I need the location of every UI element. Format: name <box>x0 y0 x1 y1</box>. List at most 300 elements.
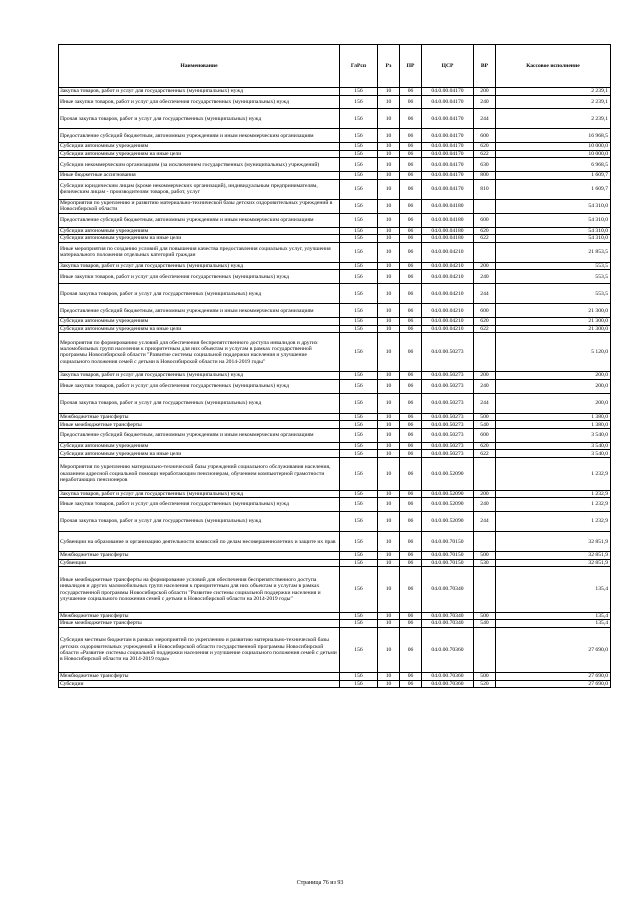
row-csr-cell: 04.0.00.04210 <box>422 325 474 333</box>
row-vr-cell: 600 <box>474 428 496 442</box>
row-csr-cell: 04.0.00.04170 <box>422 179 474 199</box>
row-cash-execution-cell: 21 300,0 <box>496 304 611 318</box>
row-vr-cell <box>474 199 496 213</box>
row-pr-cell: 06 <box>400 512 422 532</box>
row-rz-cell: 10 <box>378 143 400 151</box>
row-csr-cell: 04.0.00.50273 <box>422 428 474 442</box>
row-rz-cell: 10 <box>378 680 400 688</box>
row-cash-execution-cell: 3 540,0 <box>496 442 611 450</box>
row-vr-cell: 244 <box>474 284 496 304</box>
row-vr-cell: 620 <box>474 318 496 326</box>
row-vr-cell <box>474 242 496 262</box>
row-cash-execution-cell: 5 120,0 <box>496 333 611 372</box>
table-row <box>59 532 611 552</box>
row-rz-cell: 10 <box>378 512 400 532</box>
row-csr-cell: 04.0.00.50273 <box>422 442 474 450</box>
table-row <box>59 333 611 372</box>
row-cash-execution-cell: 6 968,5 <box>496 158 611 172</box>
row-rz-cell: 10 <box>378 109 400 129</box>
row-name-cell: Предоставление субсидий бюджетным, автономным учреждениям и иным некоммерческим организациям <box>59 213 340 227</box>
row-pr-cell: 06 <box>400 421 422 429</box>
budget-table <box>58 44 611 688</box>
table-row <box>59 457 611 490</box>
row-vr-cell: 540 <box>474 421 496 429</box>
row-rz-cell: 10 <box>378 612 400 620</box>
row-csr-cell: 04.0.00.04210 <box>422 284 474 304</box>
row-cash-execution-cell: 54 310,0 <box>496 235 611 243</box>
row-name-cell: Субсидии автономным учреждениям <box>59 227 340 235</box>
row-cash-execution-cell: 1 609,7 <box>496 179 611 199</box>
row-csr-cell: 04.0.00.50273 <box>422 372 474 380</box>
row-csr-cell: 04.0.00.52090 <box>422 457 474 490</box>
row-cash-execution-cell: 21 300,0 <box>496 325 611 333</box>
row-pr-cell: 06 <box>400 620 422 628</box>
row-pr-cell: 06 <box>400 325 422 333</box>
row-name-cell: Иные закупки товаров, работ и услуг для обеспечения государственных (муниципальных) нужд <box>59 498 340 512</box>
row-csr-cell: 04.0.00.52090 <box>422 498 474 512</box>
row-pr-cell: 06 <box>400 627 422 672</box>
table-row <box>59 235 611 243</box>
row-pr-cell: 06 <box>400 95 422 109</box>
row-rz-cell: 10 <box>378 333 400 372</box>
table-row <box>59 673 611 681</box>
row-vr-cell: 240 <box>474 379 496 393</box>
row-glrsp-cell: 156 <box>340 567 378 612</box>
column-header-cash-execution: Кассовое исполнение <box>496 45 611 88</box>
row-cash-execution-cell: 1 232,9 <box>496 512 611 532</box>
row-cash-execution-cell: 1 232,9 <box>496 490 611 498</box>
row-pr-cell: 06 <box>400 262 422 270</box>
column-header-rz: Рз <box>378 45 400 88</box>
row-name-cell: Закупка товаров, работ и услуг для государственных (муниципальных) нужд <box>59 262 340 270</box>
row-pr-cell: 06 <box>400 270 422 284</box>
table-row <box>59 262 611 270</box>
row-vr-cell: 620 <box>474 442 496 450</box>
row-glrsp-cell: 156 <box>340 333 378 372</box>
row-glrsp-cell: 156 <box>340 490 378 498</box>
row-name-cell: Субсидии автономным учреждениям <box>59 318 340 326</box>
row-vr-cell: 200 <box>474 262 496 270</box>
row-name-cell: Субсидии автономным учреждениям на иные цели <box>59 450 340 458</box>
row-glrsp-cell: 156 <box>340 109 378 129</box>
row-vr-cell: 530 <box>474 559 496 567</box>
row-rz-cell: 10 <box>378 325 400 333</box>
row-glrsp-cell: 156 <box>340 393 378 413</box>
row-rz-cell: 10 <box>378 150 400 158</box>
table-row <box>59 450 611 458</box>
page-number-footer: Страница 76 из 93 <box>296 880 344 886</box>
row-cash-execution-cell: 553,5 <box>496 284 611 304</box>
row-glrsp-cell: 156 <box>340 552 378 560</box>
row-pr-cell: 06 <box>400 172 422 180</box>
row-glrsp-cell: 156 <box>340 88 378 96</box>
row-glrsp-cell: 156 <box>340 150 378 158</box>
row-rz-cell: 10 <box>378 95 400 109</box>
row-pr-cell: 06 <box>400 673 422 681</box>
row-glrsp-cell: 156 <box>340 172 378 180</box>
row-cash-execution-cell: 27 690,0 <box>496 627 611 672</box>
table-row <box>59 270 611 284</box>
row-rz-cell: 10 <box>378 318 400 326</box>
row-csr-cell: 04.0.00.70360 <box>422 673 474 681</box>
row-vr-cell: 500 <box>474 552 496 560</box>
table-row <box>59 242 611 262</box>
row-pr-cell: 06 <box>400 498 422 512</box>
row-rz-cell: 10 <box>378 379 400 393</box>
table-row <box>59 227 611 235</box>
row-glrsp-cell: 156 <box>340 284 378 304</box>
row-cash-execution-cell: 10 000,0 <box>496 150 611 158</box>
row-name-cell: Иные межбюджетные трансферты <box>59 620 340 628</box>
row-rz-cell: 10 <box>378 567 400 612</box>
row-vr-cell: 540 <box>474 620 496 628</box>
row-pr-cell: 06 <box>400 318 422 326</box>
table-row <box>59 213 611 227</box>
table-row <box>59 172 611 180</box>
row-name-cell: Прочая закупка товаров, работ и услуг для государственных (муниципальных) нужд <box>59 284 340 304</box>
row-cash-execution-cell: 10 000,0 <box>496 143 611 151</box>
table-row <box>59 304 611 318</box>
row-cash-execution-cell: 54 310,0 <box>496 213 611 227</box>
row-name-cell: Прочая закупка товаров, работ и услуг для государственных (муниципальных) нужд <box>59 109 340 129</box>
row-vr-cell: 630 <box>474 158 496 172</box>
row-pr-cell: 06 <box>400 372 422 380</box>
table-row <box>59 284 611 304</box>
row-csr-cell: 04.0.00.70150 <box>422 532 474 552</box>
row-glrsp-cell: 156 <box>340 620 378 628</box>
row-name-cell: Межбюджетные трансферты <box>59 673 340 681</box>
row-name-cell: Иные мероприятия по созданию условий для повышения качества предоставления социальных услуг, улучшения материального положения отдельных категорий граждан <box>59 242 340 262</box>
row-vr-cell: 622 <box>474 235 496 243</box>
row-pr-cell: 06 <box>400 143 422 151</box>
table-row <box>59 490 611 498</box>
row-glrsp-cell: 156 <box>340 262 378 270</box>
row-rz-cell: 10 <box>378 532 400 552</box>
row-glrsp-cell: 156 <box>340 227 378 235</box>
row-glrsp-cell: 156 <box>340 457 378 490</box>
row-glrsp-cell: 156 <box>340 158 378 172</box>
row-rz-cell: 10 <box>378 199 400 213</box>
table-row <box>59 680 611 688</box>
row-glrsp-cell: 156 <box>340 379 378 393</box>
table-row <box>59 179 611 199</box>
table-row <box>59 567 611 612</box>
row-glrsp-cell: 156 <box>340 235 378 243</box>
table-row <box>59 143 611 151</box>
row-csr-cell: 04.0.00.04210 <box>422 242 474 262</box>
row-cash-execution-cell: 1 609,7 <box>496 172 611 180</box>
row-glrsp-cell: 156 <box>340 372 378 380</box>
row-csr-cell: 04.0.00.04170 <box>422 143 474 151</box>
table-row <box>59 199 611 213</box>
row-name-cell: Межбюджетные трансферты <box>59 552 340 560</box>
row-csr-cell: 04.0.00.50273 <box>422 413 474 421</box>
row-cash-execution-cell: 200,0 <box>496 393 611 413</box>
budget-table-page <box>58 44 610 688</box>
row-cash-execution-cell: 32 851,9 <box>496 532 611 552</box>
row-rz-cell: 10 <box>378 413 400 421</box>
row-rz-cell: 10 <box>378 262 400 270</box>
row-csr-cell: 04.0.00.50273 <box>422 393 474 413</box>
row-vr-cell <box>474 457 496 490</box>
row-pr-cell: 06 <box>400 490 422 498</box>
row-pr-cell: 06 <box>400 179 422 199</box>
row-vr-cell: 500 <box>474 413 496 421</box>
row-csr-cell: 04.0.00.04170 <box>422 158 474 172</box>
row-name-cell: Субсидии автономным учреждениям на иные цели <box>59 150 340 158</box>
row-rz-cell: 10 <box>378 372 400 380</box>
row-vr-cell <box>474 627 496 672</box>
row-name-cell: Субсидии некоммерческим организациям (за исключением государственных (муниципальных) учреждений) <box>59 158 340 172</box>
row-csr-cell: 04.0.00.04170 <box>422 109 474 129</box>
row-name-cell: Мероприятия по укреплению материально-технической базы учреждений социального обслуживания населения, оказанием адресной социальной помощи неработающим пенсионерам, обучением компьютерной грамотности неработающих пенсионеров <box>59 457 340 490</box>
table-row <box>59 150 611 158</box>
table-row <box>59 413 611 421</box>
row-glrsp-cell: 156 <box>340 304 378 318</box>
row-rz-cell: 10 <box>378 442 400 450</box>
row-glrsp-cell: 156 <box>340 421 378 429</box>
row-cash-execution-cell: 1 380,0 <box>496 421 611 429</box>
row-csr-cell: 04.0.00.70150 <box>422 552 474 560</box>
row-pr-cell: 06 <box>400 304 422 318</box>
row-vr-cell: 600 <box>474 304 496 318</box>
row-csr-cell: 04.0.00.50273 <box>422 421 474 429</box>
row-name-cell: Мероприятия по формированию условий для обеспечения беспрепятственного доступа инвалидов и других маломобильных групп населения к приоритетным для них объектам и услугам в рамках государственной программы Новосибирской области "Развитие системы социальной поддержки населения и улучшение социального положения семей с детьми в Новосибирской области на 2014-2019 годы" <box>59 333 340 372</box>
row-glrsp-cell: 156 <box>340 95 378 109</box>
row-csr-cell: 04.0.00.04210 <box>422 270 474 284</box>
row-name-cell: Субсидии автономным учреждениям на иные цели <box>59 235 340 243</box>
row-glrsp-cell: 156 <box>340 627 378 672</box>
row-vr-cell <box>474 333 496 372</box>
row-rz-cell: 10 <box>378 490 400 498</box>
row-name-cell: Мероприятия по укреплению и развитию материально-технической базы детских оздоровительных учреждений в Новосибирской области <box>59 199 340 213</box>
row-pr-cell: 06 <box>400 379 422 393</box>
row-vr-cell: 520 <box>474 680 496 688</box>
table-header-row <box>59 45 611 88</box>
row-cash-execution-cell: 21 300,0 <box>496 318 611 326</box>
row-csr-cell: 04.0.00.04170 <box>422 150 474 158</box>
row-cash-execution-cell: 2 239,1 <box>496 95 611 109</box>
row-rz-cell: 10 <box>378 88 400 96</box>
table-row <box>59 109 611 129</box>
row-name-cell: Закупка товаров, работ и услуг для государственных (муниципальных) нужд <box>59 372 340 380</box>
row-pr-cell: 06 <box>400 612 422 620</box>
row-name-cell: Иные межбюджетные трансферты <box>59 421 340 429</box>
row-cash-execution-cell: 200,0 <box>496 372 611 380</box>
table-row <box>59 498 611 512</box>
row-cash-execution-cell: 553,5 <box>496 270 611 284</box>
column-header-vr: ВР <box>474 45 496 88</box>
row-pr-cell: 06 <box>400 428 422 442</box>
row-rz-cell: 10 <box>378 242 400 262</box>
row-rz-cell: 10 <box>378 457 400 490</box>
row-pr-cell: 06 <box>400 567 422 612</box>
row-pr-cell: 06 <box>400 150 422 158</box>
row-rz-cell: 10 <box>378 620 400 628</box>
row-vr-cell: 244 <box>474 512 496 532</box>
row-glrsp-cell: 156 <box>340 325 378 333</box>
row-pr-cell: 06 <box>400 680 422 688</box>
row-vr-cell: 200 <box>474 88 496 96</box>
row-cash-execution-cell: 32 851,9 <box>496 552 611 560</box>
row-csr-cell: 04.0.00.70360 <box>422 680 474 688</box>
row-rz-cell: 10 <box>378 627 400 672</box>
row-pr-cell: 06 <box>400 235 422 243</box>
row-csr-cell: 04.0.00.70340 <box>422 567 474 612</box>
row-pr-cell: 06 <box>400 109 422 129</box>
row-glrsp-cell: 156 <box>340 143 378 151</box>
row-glrsp-cell: 156 <box>340 450 378 458</box>
row-cash-execution-cell: 135,4 <box>496 620 611 628</box>
row-glrsp-cell: 156 <box>340 270 378 284</box>
row-cash-execution-cell: 16 968,5 <box>496 129 611 143</box>
row-name-cell: Предоставление субсидий бюджетным, автономным учреждениям и иным некоммерческим организациям <box>59 129 340 143</box>
row-pr-cell: 06 <box>400 552 422 560</box>
row-vr-cell: 244 <box>474 393 496 413</box>
row-csr-cell: 04.0.00.04170 <box>422 95 474 109</box>
row-pr-cell: 06 <box>400 88 422 96</box>
row-vr-cell: 200 <box>474 372 496 380</box>
row-csr-cell: 04.0.00.70340 <box>422 612 474 620</box>
row-glrsp-cell: 156 <box>340 680 378 688</box>
row-name-cell: Межбюджетные трансферты <box>59 413 340 421</box>
row-vr-cell: 600 <box>474 129 496 143</box>
row-cash-execution-cell: 3 540,0 <box>496 428 611 442</box>
row-vr-cell: 622 <box>474 325 496 333</box>
table-row <box>59 95 611 109</box>
row-rz-cell: 10 <box>378 450 400 458</box>
table-row <box>59 512 611 532</box>
table-row <box>59 372 611 380</box>
row-name-cell: Иные закупки товаров, работ и услуг для обеспечения государственных (муниципальных) нужд <box>59 95 340 109</box>
row-csr-cell: 04.0.00.04180 <box>422 199 474 213</box>
row-rz-cell: 10 <box>378 304 400 318</box>
row-pr-cell: 06 <box>400 227 422 235</box>
row-glrsp-cell: 156 <box>340 179 378 199</box>
column-header-pr: ПР <box>400 45 422 88</box>
row-rz-cell: 10 <box>378 552 400 560</box>
table-row <box>59 442 611 450</box>
row-cash-execution-cell: 21 853,5 <box>496 242 611 262</box>
row-glrsp-cell: 156 <box>340 428 378 442</box>
row-glrsp-cell: 156 <box>340 532 378 552</box>
row-rz-cell: 10 <box>378 179 400 199</box>
row-vr-cell: 240 <box>474 498 496 512</box>
row-pr-cell: 06 <box>400 559 422 567</box>
row-csr-cell: 04.0.00.04170 <box>422 129 474 143</box>
row-name-cell: Субсидии <box>59 680 340 688</box>
row-vr-cell: 240 <box>474 95 496 109</box>
row-csr-cell: 04.0.00.04180 <box>422 235 474 243</box>
row-rz-cell: 10 <box>378 235 400 243</box>
row-rz-cell: 10 <box>378 172 400 180</box>
row-csr-cell: 04.0.00.04180 <box>422 227 474 235</box>
row-name-cell: Субвенции на образование и организацию деятельности комиссий по делам несовершеннолетних и защите их прав <box>59 532 340 552</box>
row-name-cell: Иные бюджетные ассигнования <box>59 172 340 180</box>
row-csr-cell: 04.0.00.52090 <box>422 490 474 498</box>
row-name-cell: Межбюджетные трансферты <box>59 612 340 620</box>
row-cash-execution-cell: 27 690,0 <box>496 680 611 688</box>
row-name-cell: Закупка товаров, работ и услуг для государственных (муниципальных) нужд <box>59 490 340 498</box>
row-csr-cell: 04.0.00.70150 <box>422 559 474 567</box>
row-csr-cell: 04.0.00.50273 <box>422 450 474 458</box>
row-csr-cell: 04.0.00.52090 <box>422 512 474 532</box>
row-cash-execution-cell: 135,4 <box>496 612 611 620</box>
row-vr-cell: 620 <box>474 143 496 151</box>
row-vr-cell: 200 <box>474 490 496 498</box>
table-row <box>59 620 611 628</box>
row-pr-cell: 06 <box>400 532 422 552</box>
row-rz-cell: 10 <box>378 421 400 429</box>
row-cash-execution-cell: 54 310,0 <box>496 199 611 213</box>
row-csr-cell: 04.0.00.04170 <box>422 88 474 96</box>
table-row <box>59 88 611 96</box>
row-csr-cell: 04.0.00.70340 <box>422 620 474 628</box>
row-pr-cell: 06 <box>400 284 422 304</box>
row-name-cell: Субсидии автономным учреждениям <box>59 442 340 450</box>
table-row <box>59 393 611 413</box>
table-row <box>59 627 611 672</box>
row-csr-cell: 04.0.00.50273 <box>422 333 474 372</box>
table-row <box>59 421 611 429</box>
row-pr-cell: 06 <box>400 413 422 421</box>
row-vr-cell: 620 <box>474 227 496 235</box>
row-rz-cell: 10 <box>378 559 400 567</box>
row-csr-cell: 04.0.00.04210 <box>422 318 474 326</box>
table-row <box>59 379 611 393</box>
row-vr-cell: 800 <box>474 172 496 180</box>
row-csr-cell: 04.0.00.70360 <box>422 627 474 672</box>
row-cash-execution-cell: 2 239,1 <box>496 88 611 96</box>
row-rz-cell: 10 <box>378 498 400 512</box>
row-cash-execution-cell: 32 851,9 <box>496 559 611 567</box>
row-cash-execution-cell: 3 540,0 <box>496 450 611 458</box>
row-pr-cell: 06 <box>400 450 422 458</box>
row-pr-cell: 06 <box>400 442 422 450</box>
row-vr-cell: 240 <box>474 270 496 284</box>
table-row <box>59 129 611 143</box>
row-name-cell: Иные межбюджетные трансферты на формирование условий для обеспечения беспрепятственного доступа инвалидов и других маломобильных групп населения к приоритетным для них объектам и услугам в рамках государственной программы Новосибирской области "Развитие системы социальной поддержки населения и улучшение социального положения семей с детьми в Новосибирской области на 2014-2019 годы" <box>59 567 340 612</box>
row-name-cell: Прочая закупка товаров, работ и услуг для государственных (муниципальных) нужд <box>59 512 340 532</box>
table-row <box>59 612 611 620</box>
row-name-cell: Субсидии юридическим лицам (кроме некоммерческих организаций), индивидуальным предпринимателям, физическим лицам - производителям товаров, работ, услуг <box>59 179 340 199</box>
row-glrsp-cell: 156 <box>340 129 378 143</box>
row-name-cell: Иные закупки товаров, работ и услуг для обеспечения государственных (муниципальных) нужд <box>59 270 340 284</box>
row-rz-cell: 10 <box>378 673 400 681</box>
row-glrsp-cell: 156 <box>340 213 378 227</box>
row-name-cell: Предоставление субсидий бюджетным, автономным учреждениям и иным некоммерческим организациям <box>59 304 340 318</box>
row-cash-execution-cell: 200,0 <box>496 379 611 393</box>
table-row <box>59 559 611 567</box>
row-cash-execution-cell: 1 232,9 <box>496 498 611 512</box>
row-glrsp-cell: 156 <box>340 199 378 213</box>
table-row <box>59 325 611 333</box>
row-pr-cell: 06 <box>400 333 422 372</box>
row-rz-cell: 10 <box>378 129 400 143</box>
row-pr-cell: 06 <box>400 213 422 227</box>
row-name-cell: Субсидии автономным учреждениям <box>59 143 340 151</box>
row-name-cell: Предоставление субсидий бюджетным, автономным учреждениям и иным некоммерческим организациям <box>59 428 340 442</box>
table-row <box>59 318 611 326</box>
row-glrsp-cell: 156 <box>340 498 378 512</box>
row-csr-cell: 04.0.00.04170 <box>422 172 474 180</box>
row-rz-cell: 10 <box>378 158 400 172</box>
row-cash-execution-cell: 1 232,9 <box>496 457 611 490</box>
table-row <box>59 428 611 442</box>
row-pr-cell: 06 <box>400 158 422 172</box>
row-glrsp-cell: 156 <box>340 442 378 450</box>
row-pr-cell: 06 <box>400 457 422 490</box>
